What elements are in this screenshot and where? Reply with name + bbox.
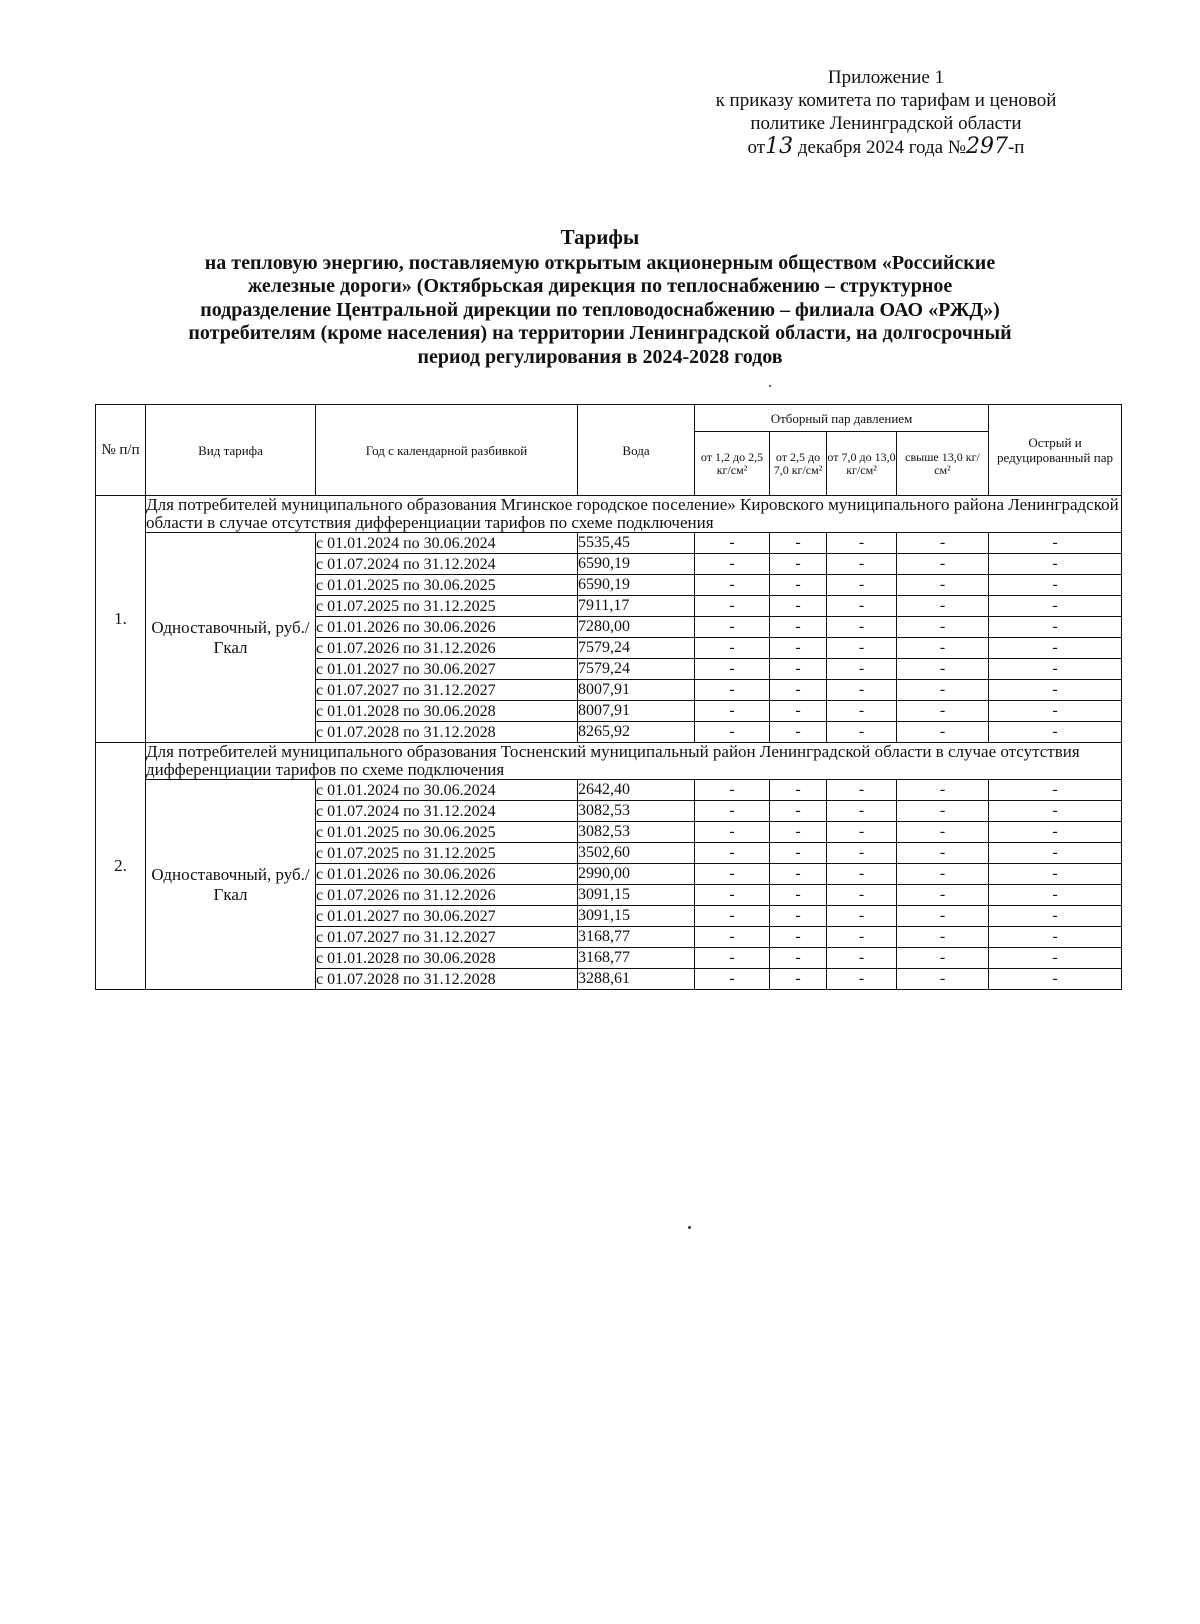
steam-s3-cell: - (827, 822, 897, 843)
steam-sharp-cell: - (989, 596, 1122, 617)
period-cell: с 01.07.2024 по 31.12.2024 (316, 801, 578, 822)
steam-s1-cell: - (695, 927, 770, 948)
steam-s3-cell: - (827, 701, 897, 722)
steam-s3-cell: - (827, 843, 897, 864)
water-tariff-cell: 3168,77 (578, 927, 695, 948)
steam-s2-cell: - (770, 948, 827, 969)
appendix-date-line (656, 135, 1116, 159)
appendix-header (656, 66, 1116, 159)
steam-s4-cell: - (897, 927, 989, 948)
steam-s4-cell: - (897, 533, 989, 554)
period-cell: с 01.07.2024 по 31.12.2024 (316, 554, 578, 575)
steam-sharp-cell: - (989, 927, 1122, 948)
group-title: Для потребителей муниципального образования Тосненский муниципальный район Ленинградской области в случае отсутствия дифференциации тарифов по схеме подключения (146, 743, 1122, 780)
steam-s2-cell: - (770, 822, 827, 843)
water-tariff-cell: 7579,24 (578, 659, 695, 680)
group-title: Для потребителей муниципального образования Мгинское городское поселение» Кировского муниципального района Ленинградской области в случае отсутствия дифференциации тарифов по схеме подключения (146, 496, 1122, 533)
steam-s3-cell: - (827, 780, 897, 801)
period-cell: с 01.07.2027 по 31.12.2027 (316, 927, 578, 948)
title-line-3: железные дороги» (Октябрьская дирекция по теплоснабжению – структурное (247, 275, 953, 297)
steam-s4-cell: - (897, 843, 989, 864)
steam-sharp-cell: - (989, 659, 1122, 680)
steam-sharp-cell: - (989, 780, 1122, 801)
period-cell: с 01.07.2028 по 31.12.2028 (316, 722, 578, 743)
steam-s2-cell: - (770, 722, 827, 743)
header-steam-4: свыше 13,0 кг/см² (897, 432, 989, 496)
steam-s2-cell: - (770, 680, 827, 701)
steam-sharp-cell: - (989, 906, 1122, 927)
steam-s3-cell: - (827, 575, 897, 596)
steam-s4-cell: - (897, 969, 989, 990)
period-cell: с 01.01.2027 по 30.06.2027 (316, 906, 578, 927)
period-cell: с 01.01.2028 по 30.06.2028 (316, 701, 578, 722)
steam-s2-cell: - (770, 801, 827, 822)
steam-s4-cell: - (897, 554, 989, 575)
water-tariff-cell: 3168,77 (578, 948, 695, 969)
tariff-kind: Одноставочный, руб./Гкал (146, 533, 316, 743)
header-water: Вода (578, 405, 695, 496)
steam-sharp-cell: - (989, 885, 1122, 906)
title-line-2: на тепловую энергию, поставляемую открытым акционерным обществом «Российские (204, 251, 996, 274)
steam-s1-cell: - (695, 554, 770, 575)
period-cell: с 01.07.2026 по 31.12.2026 (316, 638, 578, 659)
steam-s3-cell: - (827, 617, 897, 638)
steam-s4-cell: - (897, 722, 989, 743)
steam-s2-cell: - (770, 554, 827, 575)
steam-s1-cell: - (695, 885, 770, 906)
steam-s2-cell: - (770, 906, 827, 927)
steam-s3-cell: - (827, 864, 897, 885)
water-tariff-cell: 7280,00 (578, 617, 695, 638)
handwritten-number: 297 (965, 134, 1008, 159)
steam-sharp-cell: - (989, 638, 1122, 659)
group-title-row (96, 496, 1122, 533)
water-tariff-cell: 8007,91 (578, 680, 695, 701)
water-tariff-cell: 3288,61 (578, 969, 695, 990)
handwritten-day: 13 (765, 134, 794, 159)
steam-s1-cell: - (695, 617, 770, 638)
steam-s2-cell: - (770, 659, 827, 680)
period-cell: с 01.07.2028 по 31.12.2028 (316, 969, 578, 990)
title-line-6: период регулирования в 2024-2028 годов (417, 345, 783, 368)
header-steam-group: Отборный пар давлением (695, 405, 989, 432)
steam-s1-cell: - (695, 575, 770, 596)
steam-sharp-cell: - (989, 864, 1122, 885)
steam-s4-cell: - (897, 864, 989, 885)
steam-s1-cell: - (695, 969, 770, 990)
steam-s1-cell: - (695, 701, 770, 722)
title-line-1: Тарифы (560, 225, 640, 249)
header-period: Год с календарной разбивкой (316, 405, 578, 496)
header-steam-2: от 2,5 до 7,0 кг/см² (770, 432, 827, 496)
steam-s2-cell: - (770, 701, 827, 722)
scan-speck (769, 385, 771, 387)
steam-s3-cell: - (827, 969, 897, 990)
title-line-4: подразделение Центральной дирекции по тепловодоснабжению – филиала ОАО «РЖД») (200, 298, 1000, 321)
steam-s1-cell: - (695, 533, 770, 554)
table-body (96, 496, 1122, 990)
period-cell: с 01.01.2024 по 30.06.2024 (316, 533, 578, 554)
table-row (96, 780, 1122, 801)
period-cell: с 01.01.2026 по 30.06.2026 (316, 617, 578, 638)
document-title (100, 226, 1100, 369)
steam-s3-cell: - (827, 659, 897, 680)
steam-sharp-cell: - (989, 801, 1122, 822)
steam-s1-cell: - (695, 596, 770, 617)
water-tariff-cell: 8265,92 (578, 722, 695, 743)
steam-s4-cell: - (897, 948, 989, 969)
group-number: 1. (96, 496, 146, 743)
date-mid: декабря 2024 года № (793, 137, 966, 158)
steam-s3-cell: - (827, 801, 897, 822)
steam-s4-cell: - (897, 680, 989, 701)
steam-s4-cell: - (897, 659, 989, 680)
steam-s2-cell: - (770, 885, 827, 906)
steam-s1-cell: - (695, 780, 770, 801)
steam-s1-cell: - (695, 680, 770, 701)
steam-s3-cell: - (827, 638, 897, 659)
steam-s2-cell: - (770, 864, 827, 885)
steam-s4-cell: - (897, 801, 989, 822)
water-tariff-cell: 3502,60 (578, 843, 695, 864)
period-cell: с 01.01.2028 по 30.06.2028 (316, 948, 578, 969)
steam-sharp-cell: - (989, 617, 1122, 638)
steam-s1-cell: - (695, 864, 770, 885)
steam-s1-cell: - (695, 822, 770, 843)
water-tariff-cell: 8007,91 (578, 701, 695, 722)
steam-sharp-cell: - (989, 554, 1122, 575)
steam-s3-cell: - (827, 927, 897, 948)
water-tariff-cell: 3091,15 (578, 906, 695, 927)
period-cell: с 01.07.2026 по 31.12.2026 (316, 885, 578, 906)
steam-s3-cell: - (827, 533, 897, 554)
header-num: № п/п (96, 405, 146, 496)
header-kind: Вид тарифа (146, 405, 316, 496)
steam-sharp-cell: - (989, 680, 1122, 701)
steam-s4-cell: - (897, 617, 989, 638)
appendix-line-1: Приложение 1 (827, 67, 945, 88)
steam-s1-cell: - (695, 843, 770, 864)
water-tariff-cell: 6590,19 (578, 554, 695, 575)
steam-s2-cell: - (770, 596, 827, 617)
steam-s1-cell: - (695, 722, 770, 743)
steam-sharp-cell: - (989, 843, 1122, 864)
steam-sharp-cell: - (989, 575, 1122, 596)
steam-s3-cell: - (827, 722, 897, 743)
date-prefix: от (747, 137, 766, 158)
header-steam-1: от 1,2 до 2,5 кг/см² (695, 432, 770, 496)
period-cell: с 01.01.2025 по 30.06.2025 (316, 822, 578, 843)
steam-s4-cell: - (897, 701, 989, 722)
steam-s4-cell: - (897, 885, 989, 906)
steam-s2-cell: - (770, 843, 827, 864)
steam-s2-cell: - (770, 780, 827, 801)
steam-s3-cell: - (827, 906, 897, 927)
scan-speck (688, 1226, 691, 1229)
header-steam-3: от 7,0 до 13,0 кг/см² (827, 432, 897, 496)
water-tariff-cell: 3082,53 (578, 801, 695, 822)
period-cell: с 01.07.2025 по 31.12.2025 (316, 596, 578, 617)
period-cell: с 01.01.2024 по 30.06.2024 (316, 780, 578, 801)
water-tariff-cell: 6590,19 (578, 575, 695, 596)
steam-s1-cell: - (695, 638, 770, 659)
steam-s1-cell: - (695, 801, 770, 822)
steam-s2-cell: - (770, 617, 827, 638)
steam-s1-cell: - (695, 659, 770, 680)
period-cell: с 01.01.2027 по 30.06.2027 (316, 659, 578, 680)
steam-s2-cell: - (770, 575, 827, 596)
appendix-line-3: политике Ленинградской области (750, 113, 1022, 134)
steam-s4-cell: - (897, 575, 989, 596)
group-number: 2. (96, 743, 146, 990)
steam-s4-cell: - (897, 780, 989, 801)
water-tariff-cell: 5535,45 (578, 533, 695, 554)
steam-s3-cell: - (827, 680, 897, 701)
steam-s2-cell: - (770, 638, 827, 659)
steam-s2-cell: - (770, 533, 827, 554)
appendix-line-2: к приказу комитета по тарифам и ценовой (715, 90, 1057, 111)
water-tariff-cell: 2990,00 (578, 864, 695, 885)
water-tariff-cell: 3082,53 (578, 822, 695, 843)
period-cell: с 01.01.2026 по 30.06.2026 (316, 864, 578, 885)
steam-s2-cell: - (770, 969, 827, 990)
steam-sharp-cell: - (989, 533, 1122, 554)
group-title-row (96, 743, 1122, 780)
steam-sharp-cell: - (989, 948, 1122, 969)
steam-sharp-cell: - (989, 701, 1122, 722)
steam-s3-cell: - (827, 948, 897, 969)
steam-s4-cell: - (897, 638, 989, 659)
steam-sharp-cell: - (989, 969, 1122, 990)
steam-s3-cell: - (827, 885, 897, 906)
period-cell: с 01.07.2025 по 31.12.2025 (316, 843, 578, 864)
steam-s4-cell: - (897, 906, 989, 927)
steam-sharp-cell: - (989, 822, 1122, 843)
water-tariff-cell: 2642,40 (578, 780, 695, 801)
date-suffix: -п (1007, 137, 1025, 158)
steam-s3-cell: - (827, 596, 897, 617)
tariff-table (95, 404, 1122, 990)
period-cell: с 01.07.2027 по 31.12.2027 (316, 680, 578, 701)
table-row (96, 533, 1122, 554)
water-tariff-cell: 7911,17 (578, 596, 695, 617)
water-tariff-cell: 3091,15 (578, 885, 695, 906)
steam-s2-cell: - (770, 927, 827, 948)
title-line-5: потребителям (кроме населения) на территории Ленинградской области, на долгосрочный (188, 322, 1012, 344)
steam-s1-cell: - (695, 906, 770, 927)
steam-s4-cell: - (897, 822, 989, 843)
water-tariff-cell: 7579,24 (578, 638, 695, 659)
tariff-kind: Одноставочный, руб./Гкал (146, 780, 316, 990)
header-sharp-steam: Острый и редуцированный пар (989, 405, 1122, 496)
steam-sharp-cell: - (989, 722, 1122, 743)
steam-s4-cell: - (897, 596, 989, 617)
steam-s1-cell: - (695, 948, 770, 969)
steam-s3-cell: - (827, 554, 897, 575)
period-cell: с 01.01.2025 по 30.06.2025 (316, 575, 578, 596)
